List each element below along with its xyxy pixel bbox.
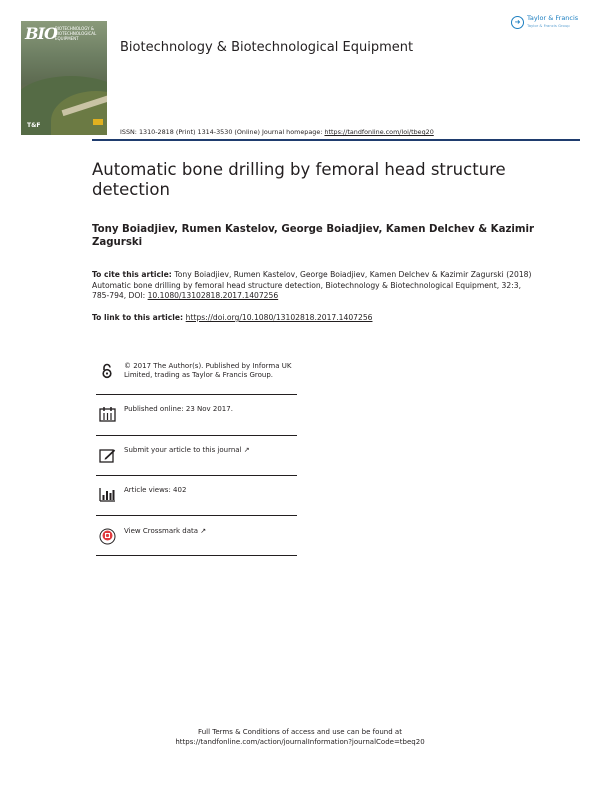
- info-divider: [96, 515, 297, 516]
- citation-block: [92, 270, 532, 302]
- issn-text: ISSN: 1310-2818 (Print) 1314-3530 (Online) Journal homepage:: [120, 128, 325, 136]
- bar-chart-icon: [98, 486, 116, 504]
- footer: [0, 727, 600, 747]
- footer-terms-link[interactable]: https://tandfonline.com/action/journalInformation?journalCode=tbeq20: [175, 738, 425, 746]
- article-link-line: [92, 313, 372, 322]
- citation-text: Tony Boiadjiev, Rumen Kastelov, George Boiadjiev, Kamen Delchev & Kazimir Zagurski (2018) Automatic bone drilling by femoral head structure detection, Biotechnology & Biotechnological Equipment, 32:3, 785-794, DOI:: [92, 270, 532, 301]
- article-authors: Tony Boiadjiev, Rumen Kastelov, George Boiadjiev, Kamen Delchev & Kazimir Zagurski: [92, 224, 535, 248]
- issn-line: [120, 128, 434, 136]
- open-access-lock-icon: [98, 362, 116, 380]
- publisher-logo[interactable]: [511, 15, 578, 29]
- publisher-name: Taylor & Francis: [527, 14, 579, 22]
- article-title: Automatic bone drilling by femoral head structure detection: [92, 160, 506, 199]
- views-text: Article views: 402: [124, 486, 187, 494]
- footer-terms-text: Full Terms & Conditions of access and use can be found at: [198, 728, 402, 736]
- edit-icon: [98, 446, 116, 464]
- info-divider: [96, 555, 297, 556]
- license-text: © 2017 The Author(s). Published by Informa UK Limited, trading as Taylor & Francis Group.: [124, 362, 292, 379]
- article-link-label: To link to this article:: [92, 313, 186, 322]
- submit-link[interactable]: Submit your article to this journal: [124, 446, 242, 454]
- external-link-icon: ↗: [243, 446, 250, 454]
- taylor-francis-icon: ➜: [511, 16, 524, 29]
- info-divider: [96, 394, 297, 395]
- cover-logo: BIO: [25, 24, 57, 43]
- citation-doi-link[interactable]: 10.1080/13102818.2017.1407256: [147, 291, 279, 301]
- crossmark-icon: [98, 527, 116, 545]
- publisher-sub: Taylor & Francis Group: [527, 23, 570, 28]
- cover-title: BIOTECHNOLOGY & BIOTECHNOLOGICAL EQUIPMENT: [55, 26, 97, 41]
- citation-label: To cite this article:: [92, 270, 175, 279]
- header-divider: [92, 139, 580, 141]
- journal-title: Biotechnology & Biotechnological Equipment: [120, 40, 414, 55]
- submit-text: [124, 446, 296, 455]
- external-link-icon: ↗: [200, 527, 207, 535]
- published-text: Published online: 23 Nov 2017.: [124, 405, 233, 413]
- article-doi-link[interactable]: https://doi.org/10.1080/13102818.2017.1407256: [185, 313, 373, 322]
- calendar-icon: [98, 405, 116, 423]
- crossmark-link[interactable]: View Crossmark data: [124, 527, 199, 535]
- info-divider: [96, 475, 297, 476]
- journal-cover-image: [21, 21, 107, 135]
- journal-homepage-link[interactable]: https://tandfonline.com/loi/tbeq20: [324, 128, 434, 136]
- cover-publisher-mark: T&F: [27, 122, 41, 129]
- crossmark-text: [124, 527, 296, 536]
- info-divider: [96, 435, 297, 436]
